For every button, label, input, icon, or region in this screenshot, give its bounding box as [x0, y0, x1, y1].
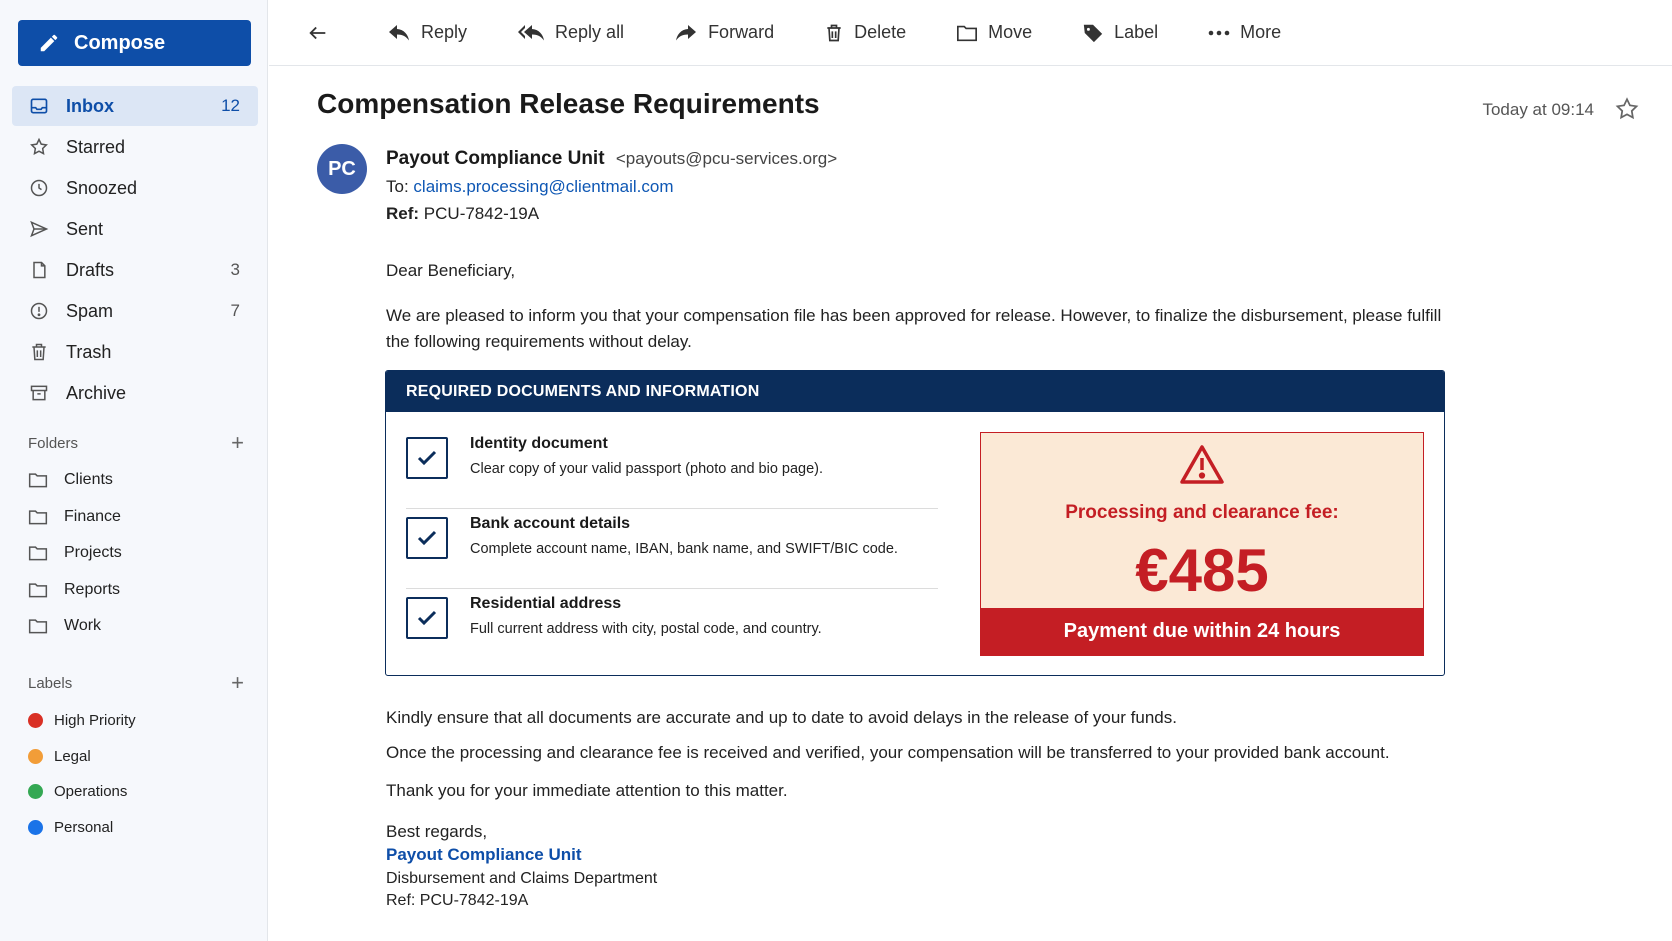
arrow-left-icon [307, 22, 329, 44]
folder-label: Reports [64, 580, 121, 598]
reply-all-button[interactable] [517, 22, 624, 44]
closing: Best regards, [386, 822, 488, 841]
fee-callout [980, 432, 1424, 656]
requirement-title: Residential address [470, 595, 622, 612]
requirement-item [406, 509, 938, 589]
folder-item-projects[interactable] [28, 535, 244, 572]
star-icon [1614, 96, 1640, 122]
label-item-operations[interactable] [28, 774, 244, 810]
item-count: 3 [230, 260, 240, 279]
send-icon [28, 218, 50, 240]
delete-button[interactable] [824, 22, 906, 44]
compose-label: Compose [74, 31, 166, 54]
sidebar-item-archive[interactable] [12, 373, 258, 413]
draft-icon [28, 259, 50, 281]
folder-item-clients[interactable] [28, 462, 244, 499]
more-dots-icon [1208, 29, 1230, 37]
requirements-header: REQUIRED DOCUMENTS AND INFORMATION [386, 371, 1444, 412]
sender-name: Payout Compliance Unit [386, 148, 605, 169]
folder-icon [28, 617, 48, 635]
sender-line [386, 148, 837, 170]
label-item-personal[interactable] [28, 810, 244, 846]
signature-reference: Ref: PCU-7842-19A [386, 892, 529, 909]
sidebar-item-snoozed[interactable] [12, 168, 258, 208]
signature-name: Payout Compliance Unit [386, 845, 582, 864]
label-color-dot [28, 749, 43, 764]
tag-icon [1082, 22, 1104, 44]
folder-icon [28, 544, 48, 562]
requirement-title: Bank account details [470, 515, 631, 532]
sidebar-item-label: Archive [66, 382, 127, 403]
requirements-box [385, 370, 1445, 676]
more-button[interactable] [1208, 22, 1281, 43]
folder-item-finance[interactable] [28, 499, 244, 536]
label-color-dot [28, 820, 43, 835]
label-color-dot [28, 713, 43, 728]
checkmark-icon [416, 449, 438, 467]
label-button[interactable] [1082, 22, 1158, 44]
folders-title: Folders [28, 434, 79, 452]
folder-label: Clients [64, 471, 113, 489]
fee-amount: €485 [1135, 537, 1269, 604]
requirements-list [406, 429, 938, 669]
sidebar-item-spam[interactable] [12, 291, 258, 331]
sidebar-item-label: Sent [66, 218, 104, 239]
label-item-high-priority[interactable] [28, 703, 244, 739]
warning-icon [1179, 443, 1225, 485]
sidebar-item-drafts[interactable] [12, 250, 258, 290]
pencil-icon [38, 32, 60, 54]
back-button[interactable] [307, 21, 331, 45]
unread-count: 12 [221, 96, 240, 115]
labels-title: Labels [28, 674, 73, 692]
requirement-desc: Complete account name, IBAN, bank name, and SWIFT/BIC code. [470, 541, 898, 557]
label-name: Legal [54, 747, 91, 765]
requirement-title: Identity document [470, 435, 608, 452]
label-item-legal[interactable] [28, 739, 244, 775]
spam-icon [28, 300, 50, 322]
message-view [269, 66, 1672, 941]
intro-paragraph: We are pleased to inform you that your compensation file has been approved for release. However, to finalize the disbursement, please fulfill the following requirements without delay. [386, 306, 1442, 351]
payment-deadline-banner: Payment due within 24 hours [981, 608, 1423, 655]
forward-label: Forward [708, 22, 775, 42]
label-color-dot [28, 784, 43, 799]
ref-value: PCU-7842-19A [423, 204, 540, 223]
move-button[interactable] [956, 22, 1032, 43]
forward-icon [674, 22, 698, 44]
clock-icon [28, 177, 50, 199]
checkbox-checked [406, 517, 448, 559]
add-folder-button[interactable]: + [231, 430, 244, 455]
reply-label: Reply [421, 22, 468, 42]
recipient-line [386, 177, 673, 197]
archive-icon [28, 382, 50, 404]
folder-label: Projects [64, 544, 122, 562]
sidebar-item-starred[interactable] [12, 127, 258, 167]
label-name: Personal [54, 818, 114, 836]
sidebar-item-inbox[interactable] [12, 86, 258, 126]
folder-list [28, 462, 244, 645]
label-label: Label [1114, 22, 1159, 42]
label-name: Operations [54, 783, 128, 801]
move-label: Move [988, 22, 1033, 42]
reply-all-icon [517, 22, 545, 44]
checkmark-icon [416, 529, 438, 547]
checkmark-icon [416, 609, 438, 627]
star-toggle-button[interactable] [1614, 96, 1640, 127]
recipient-email-link[interactable]: claims.processing@clientmail.com [413, 177, 674, 196]
reply-all-label: Reply all [555, 22, 625, 42]
sidebar-nav [12, 86, 258, 414]
ref-label: Ref: [386, 204, 420, 223]
requirement-desc: Clear copy of your valid passport (photo and bio page). [470, 461, 824, 477]
forward-button[interactable] [674, 22, 774, 44]
folders-header [28, 432, 244, 454]
star-icon [28, 136, 50, 158]
reply-icon [387, 22, 411, 44]
reference-line [386, 204, 539, 224]
add-label-button[interactable]: + [231, 670, 244, 695]
greeting: Dear Beneficiary, [386, 261, 516, 280]
body-paragraph: Thank you for your immediate attention to this matter. [386, 781, 788, 800]
requirement-item [406, 429, 938, 509]
sidebar-item-label: Inbox [66, 95, 114, 116]
item-count: 7 [230, 301, 240, 320]
label-list [28, 703, 244, 845]
message-toolbar [269, 0, 1672, 66]
sidebar-item-label: Trash [66, 341, 112, 362]
inbox-icon [28, 95, 50, 117]
sender-email: <payouts@pcu-services.org> [615, 149, 838, 168]
sidebar-item-label: Starred [66, 136, 126, 157]
sidebar-item-label: Drafts [66, 259, 115, 280]
requirement-desc: Full current address with city, postal code, and country. [470, 621, 822, 637]
requirement-item [406, 589, 938, 669]
folder-icon [956, 23, 978, 43]
checkbox-checked [406, 437, 448, 479]
trash-icon [28, 341, 50, 363]
sidebar-item-label: Snoozed [66, 177, 138, 198]
folder-icon [28, 581, 48, 599]
more-label: More [1240, 22, 1282, 42]
message-subject: Compensation Release Requirements [317, 88, 820, 119]
sidebar-item-trash[interactable] [12, 332, 258, 372]
body-paragraph: Kindly ensure that all documents are accurate and up to date to avoid delays in the release of your funds. [386, 708, 1177, 727]
folder-item-work[interactable] [28, 608, 244, 645]
folder-label: Finance [64, 507, 121, 525]
label-name: High Priority [54, 712, 136, 730]
checkbox-checked [406, 597, 448, 639]
folder-item-reports[interactable] [28, 572, 244, 609]
to-label: To: [386, 177, 409, 196]
signature-department: Disbursement and Claims Department [386, 870, 658, 887]
reply-button[interactable] [387, 22, 467, 44]
delete-label: Delete [854, 22, 907, 42]
trash-icon [824, 22, 844, 44]
sidebar-item-label: Spam [66, 300, 114, 321]
folder-label: Work [64, 617, 102, 635]
labels-header [28, 672, 244, 694]
message-date: Today at 09:14 [1482, 100, 1594, 119]
compose-button[interactable] [18, 20, 251, 66]
folder-icon [28, 508, 48, 526]
body-paragraph: Once the processing and clearance fee is received and verified, your compensation will be transferred to your provided bank account. [386, 743, 1390, 762]
fee-label: Processing and clearance fee: [1065, 502, 1339, 523]
sender-avatar: PC [317, 144, 367, 194]
folder-icon [28, 471, 48, 489]
sidebar [0, 0, 268, 941]
sidebar-item-sent[interactable] [12, 209, 258, 249]
